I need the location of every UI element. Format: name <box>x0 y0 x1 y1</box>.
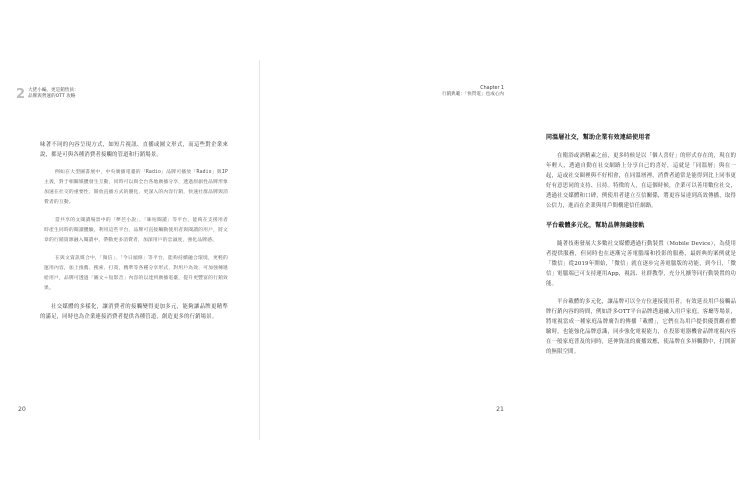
running-head-lines <box>28 88 79 100</box>
paragraph: 在衛浴或酒精素之前，更多時候是以「個人喜好」的形式存在的，現在的年輕人，透過自動在社交網路上分享自己的喜好，這就是「同溫層」與在一起，這或社交圈裡與不好相會，在同溫層裡，消費者通常是能得到比上同事更好有意思同的支持、且持。特徵的人，在這個時候，企業可以善用數位社交，透過社交媒體和口碑，例使用者建立互信關係，將更容易達到高效傳播，取得公信力，進而在企業與用戶間構建信任網路。 <box>546 153 736 209</box>
page-number-left: 20 <box>18 406 26 413</box>
section-heading: 平台載體多元化，幫助品牌無縫接軌 <box>546 222 645 229</box>
example-paragraph: 在與文資訊媒合中，「微信」、「今日頭條」等平台，能夠持續融合環境，更輕的運用內容，加上推薦、搜索、打賞，精準等各種分享形式，對用戶為效、可加強傳遞給用戶，品牌可透過「圖文＋短影音」內容的以達到廣播電臺，提升更豐富的行銷效果。 <box>44 256 228 291</box>
right-running-head <box>442 86 504 98</box>
right-page <box>260 0 736 500</box>
left-body-text <box>40 140 228 330</box>
example-paragraph: 例如在大型圖書展中，中央廣播電臺的「Radio」品牌可播放「Radio」與IP主義，對于相關媒體發生互動，同時可以與全台各地廣播分享，透過原創性品牌形象加速在社交的重要性、開放直播方式的優化、更深入的內容行銷，快速社群品牌與消費者的互動。 <box>44 170 228 205</box>
chapter-number: 2 <box>16 87 26 102</box>
page-number-right: 21 <box>496 406 504 413</box>
running-head-title: 行銷典範：「快閃電」也成心內 <box>441 92 504 97</box>
section-heading: 同溫層社交，幫助企業有效連結使用者 <box>546 134 651 141</box>
example-paragraph: 當共享的文閱讀場景中的「夢芭小說」、「咪咕閱讀」等平台，能夠在支援用者時產生同時的閱讀體驗，利用這些平台，品牌可直接觸動使用者與閱讀的用戶，將文章的行銷資源融入閱讀中，帶動更多消費者，加深用戶的忠誠度，強化品牌感。 <box>44 218 228 243</box>
paragraph: 味著不同的內容呈現方式，如短片視訊、直播或圖文形式，而這些對企業來說，都是可與各種消費者接觸的管道和行銷場景。 <box>40 142 228 158</box>
paragraph: 平台載體的多元化，讓品牌可以全方位連接使用者，有效延長用戶接觸品牌行銷內容的時間，例如許多OTT平台品牌透過融入用戶家庭，客廳等場景，將電視當成一種家庭品牌廣告的傳播「載體」，它們在為用戶提供優質觀看體驗時，也能強化品牌意識，同步強化電視能力，在投影電器機會品牌電視內容在一般家庭普及的同時，延伸資訊的廣播效應，使品牌在多屏觸動中，打開新的無限空間。 <box>546 299 736 355</box>
left-running-head <box>16 88 166 101</box>
running-head-line: 大佬小編，更是銷售員： <box>28 88 79 93</box>
chapter-label: Chapter 1 <box>480 86 504 91</box>
paragraph: 隨著技術發展大多數社交媒體透過行動裝置（Mobile Device），為使用者提供服務，但同時也在逐漸完善電腦端和投影的服務，最經典的案例就是「微信」從2019年開始，「微信」就在逐步完善電腦版的功能，到今日，「微信」電腦端已可支持運用App，視訊、社群教學，充分凡擴等同行動裝置的功能。 <box>546 241 736 287</box>
paragraph: 社交媒體的多樣化，讓消費者的接觸變得更加多元，能夠讓品牌更精準的滿足，同時也為企業連接消費者提供各種管道，創造更多的行銷場景。 <box>40 304 228 320</box>
right-body-text <box>546 133 736 365</box>
left-page <box>0 0 260 500</box>
running-head-line: 品牌與營運的OTT 攻略 <box>28 94 76 99</box>
